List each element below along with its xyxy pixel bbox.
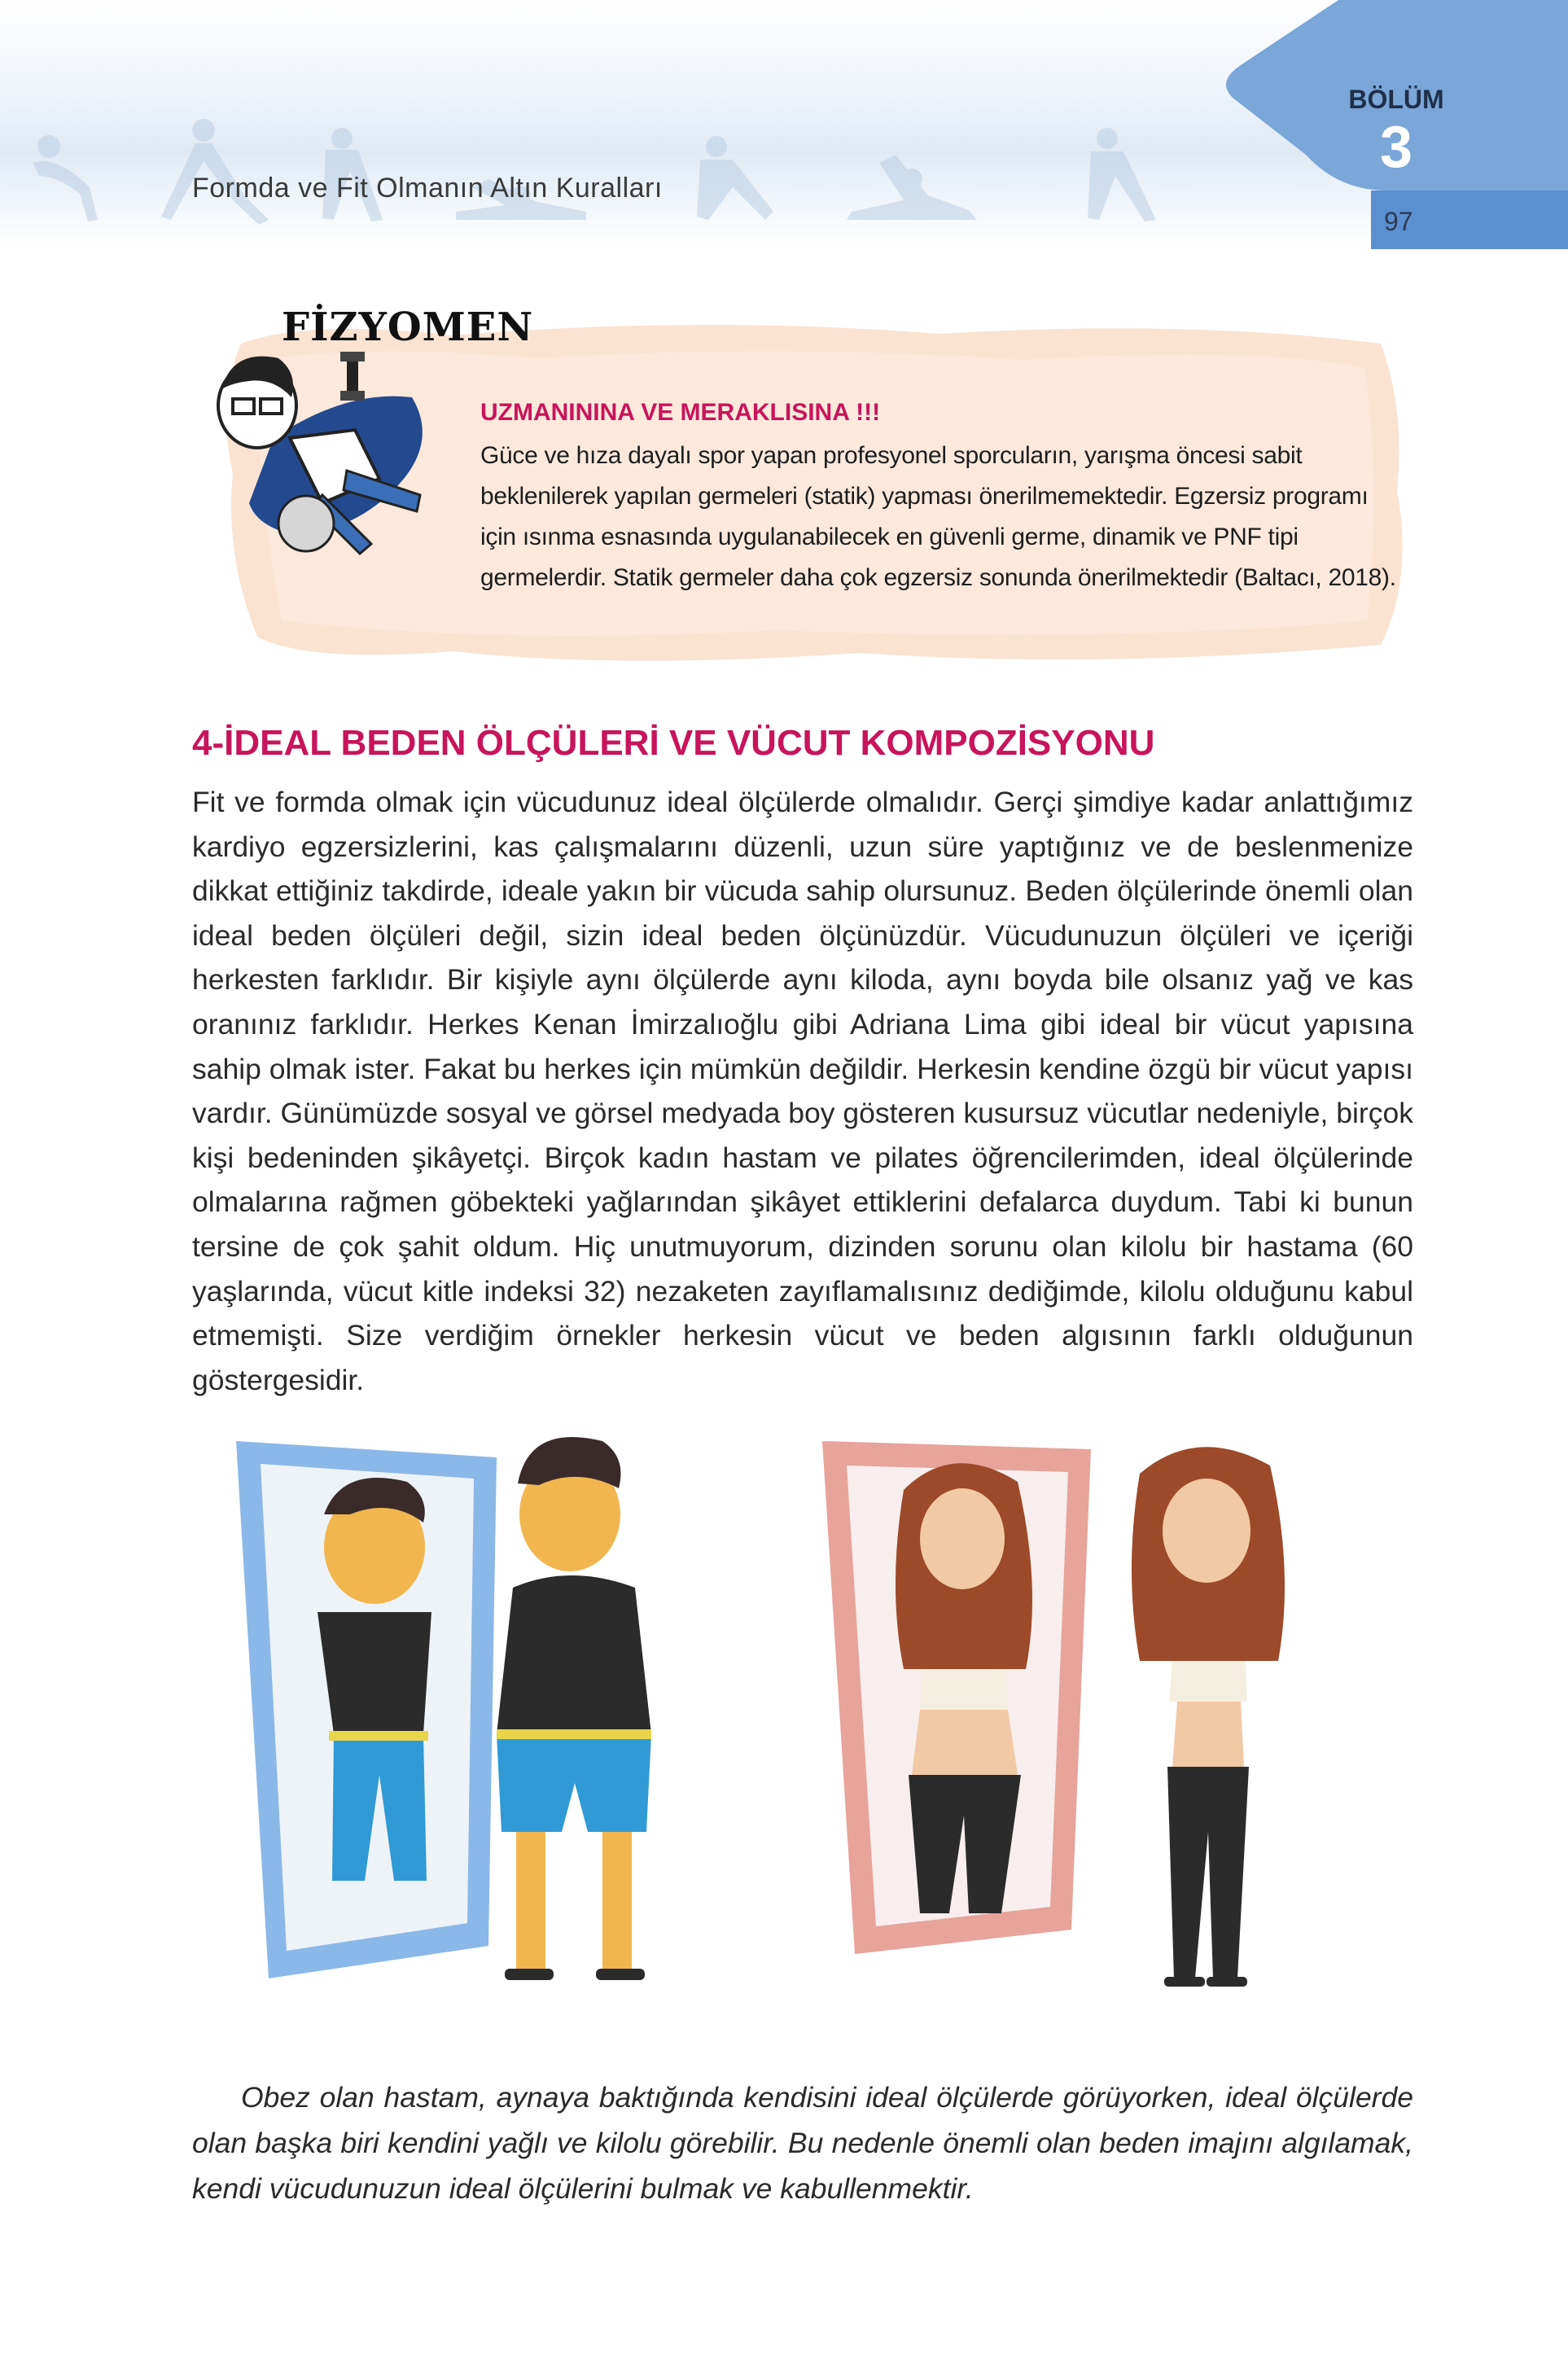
page-number: 97 <box>1384 207 1413 236</box>
fizyomen-mascot-icon <box>200 340 445 560</box>
info-box-body: Güce ve hıza dayalı spor yapan profesyonel sporcuların, yarışma öncesi sabit beklenilerek yapılan germeleri (statik) yapması önerilmemektedir. Egzersiz programı için ısınma esnasında uygulanabilecek en güvenli germe, dinamik ve PNF tipi germelerdir. Statik germeler daha çok egzersiz sonunda önerilmektedir (Baltacı, 2018). <box>480 442 1396 591</box>
pink-mirror <box>822 1441 1091 1954</box>
chapter-label: BÖLÜM <box>1348 85 1444 114</box>
mirror-illustration-icon <box>220 1425 1360 2044</box>
info-box-heading: UZMANININA VE MERAKLISINA !!! <box>480 399 881 426</box>
blue-mirror <box>236 1441 497 1978</box>
figure-caption: Obez olan hastam, aynaya baktığında kendisini ideal ölçülerde görüyorken, ideal ölçülerde olan başka biri kendini yağlı ve kilolu görebilir. Bu nedenle önemli olan beden imajını algılamak, kendi vücudunuzun ideal ölçülerini bulmak ve kabullenmektir. <box>192 2081 1413 2205</box>
woman-figure <box>1132 1447 1285 1987</box>
info-box-brand: FİZYOMEN <box>282 305 534 350</box>
section-title: 4-İDEAL BEDEN ÖLÇÜLERİ VE VÜCUT KOMPOZİSYONU <box>192 723 1155 763</box>
section-body: Fit ve formda olmak için vücudunuz ideal ölçülerde olmalıdır. Gerçi şimdiye kadar anlattığımız kardiyo egzersizlerini, kas çalışmalarını düzenli, uzun süre yaptığınız ve de beslenmenize dikkat ettiğiniz takdirde, ideale yakın bir vücuda sahip olursunuz. Beden ölçülerinde önemli olan ideal beden ölçüleri değil, sizin ideal beden ölçünüzdür. Vücudunuzun ölçüleri ve içeriği herkesten farklıdır. Bir kişiyle aynı ölçülerde aynı kiloda, aynı boyda bile olsanız yağ ve kas oranınız farklıdır. Herkes Kenan İmirzalıoğlu gibi Adriana Lima gibi ideal bir vücut yapısına sahip olmak ister. Fakat bu herkes için mümkün değildir. Herkesin kendine özgü bir vücut yapısı vardır. Günümüzde sosyal ve görsel medyada boy gösteren kusursuz vücutlar nedeniyle, birçok kişi bedeninden şikâyetçi. Birçok kadın hastam ve pilates öğrencilerimden, ideal ölçülerinde olmalarına rağmen göbekteki yağlarından şikâyet ettiklerini defalarca duydum. Tabi ki bunun tersine de çok şahit oldum. Hiç unutmuyorum, dizinden sorunu olan kilolu bir hastama (60 yaşlarında, vücut kitle indeksi 32) nezaketen zayıflamalısınız dediğimde, kilolu olduğunu kabul etmemişti. Size verdiğim örnekler herkesin vücut ve beden algısının farklı olduğunun göstergesidir. <box>192 786 1413 1396</box>
man-figure <box>497 1437 651 1980</box>
exercise-figures-icon <box>0 98 1237 236</box>
chapter-number: 3 <box>1379 115 1413 180</box>
running-title: Formda ve Fit Olmanın Altın Kuralları <box>192 173 663 204</box>
